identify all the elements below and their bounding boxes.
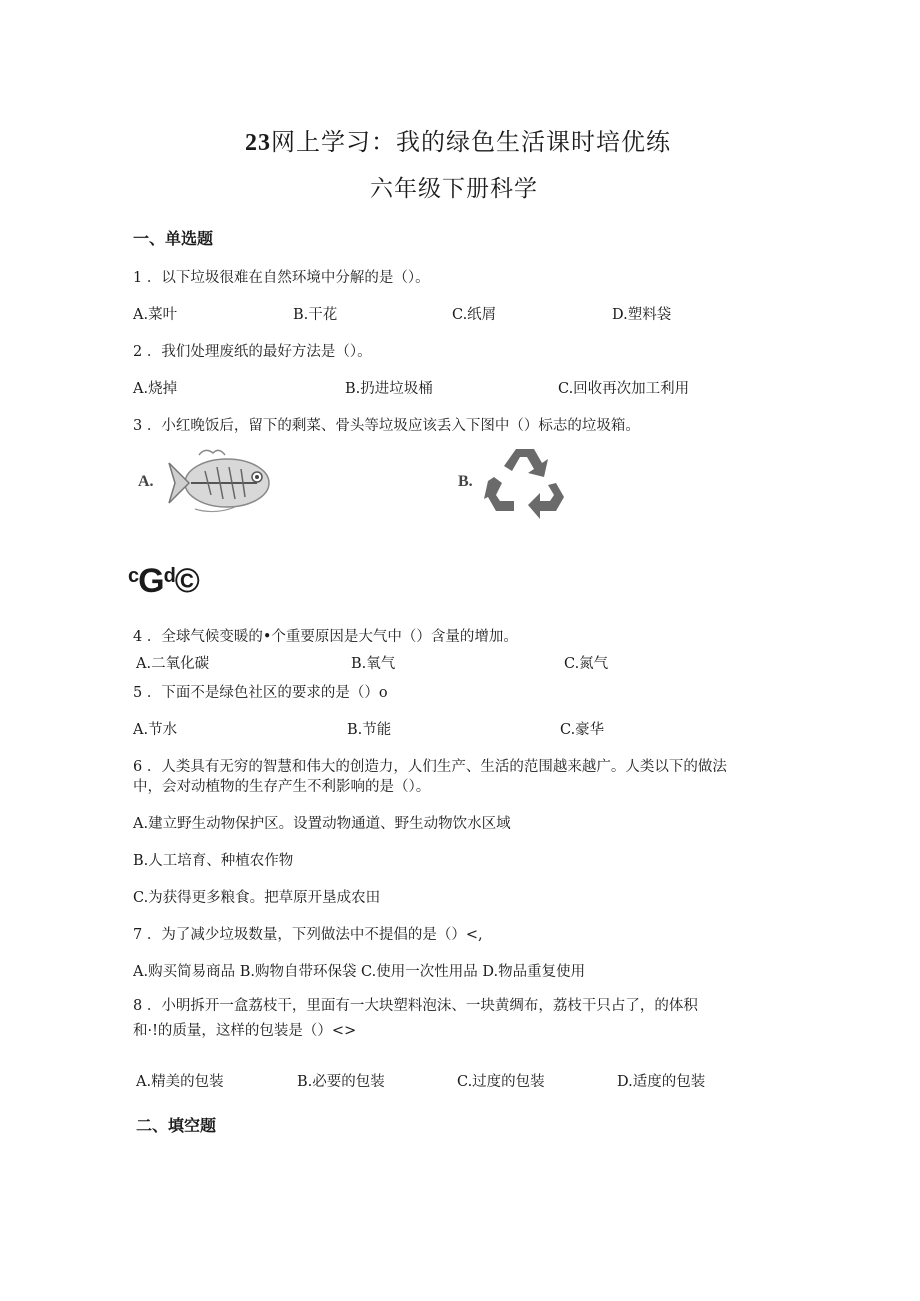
garbled-circle: © — [174, 562, 199, 600]
question-6-line-2: 中，会对动植物的生存产生不利影响的是（）。 — [133, 779, 431, 795]
question-6-line-1: 6 ．人类具有无穷的智慧和伟大的创造力，人们生产、生活的范围越来越广。人类以下的做法 — [133, 759, 727, 775]
title-text: 网上学习：我的绿色生活课时培优练 — [271, 128, 671, 156]
q8-option-a: A.精美的包装 — [136, 1074, 224, 1090]
image-a-label: A. — [138, 473, 154, 490]
q6-option-a: A.建立野生动物保护区。设置动物通道、野生动物饮水区域 — [133, 816, 511, 832]
recycle-icon — [484, 443, 568, 523]
section-heading-fill-blank: 二、填空题 — [136, 1116, 217, 1135]
question-3: 3 ．小红晚饭后，留下的剩菜、骨头等垃圾应该丢入下图中（）标志的垃圾箱。 — [133, 418, 640, 434]
section-heading-single-choice: 一、单选题 — [133, 229, 214, 248]
q5-option-b: B.节能 — [347, 722, 392, 738]
question-8-line-1: 8 ．小明拆开一盒荔枝干，里面有一大块塑料泡沫、一块黄绸布，荔枝干只占了，的体积 — [133, 998, 698, 1014]
question-4: 4 ．全球气候变暖的•个重要原因是大气中（）含量的增加。 — [133, 629, 518, 645]
page-title — [245, 122, 671, 157]
q1-option-a: A.菜叶 — [133, 307, 178, 323]
q4-option-c: C.氮气 — [564, 656, 609, 672]
q4-option-a: A.二氧化碳 — [136, 656, 210, 672]
title-number: 23 — [245, 130, 271, 156]
question-2: 2 ．我们处理废纸的最好方法是（）。 — [133, 344, 372, 360]
q8-option-b: B.必要的包装 — [297, 1074, 385, 1090]
garbled-d: d — [163, 565, 175, 587]
q2-option-b: B.扔进垃圾桶 — [345, 381, 433, 397]
question-1: 1 ．以下垃圾很难在自然环境中分解的是（）。 — [133, 270, 430, 286]
question-8-line-2: 和·!的质量，这样的包装是（）<> — [133, 1023, 357, 1039]
garbled-options-cd — [128, 562, 199, 601]
q5-option-a: A.节水 — [133, 722, 178, 738]
garbled-g: G — [138, 562, 164, 600]
q1-option-c: C.纸屑 — [452, 307, 497, 323]
q2-option-c: C.回收再次加工利用 — [558, 381, 690, 397]
q1-option-d: D.塑料袋 — [612, 307, 672, 323]
question-5: 5 ．下面不是绿色社区的要求的是（）o — [133, 685, 388, 701]
q2-option-a: A.烧掉 — [133, 381, 178, 397]
garbled-c: c — [128, 565, 139, 587]
q8-option-d: D.适度的包装 — [617, 1074, 706, 1090]
q8-option-c: C.过度的包装 — [457, 1074, 545, 1090]
image-b-label: B. — [458, 473, 473, 490]
q1-option-b: B.干花 — [293, 307, 338, 323]
q4-option-b: B.氧气 — [351, 656, 396, 672]
q5-option-c: C.豪华 — [560, 722, 605, 738]
q6-option-c: C.为获得更多粮食。把草原开垦成农田 — [133, 890, 381, 906]
question-7: 7 ．为了减少垃圾数量，下列做法中不提倡的是（）<, — [133, 927, 483, 943]
q7-options: A.购买简易商品 B.购物自带环保袋 C.使用一次性用品 D.物品重复使用 — [133, 964, 586, 980]
fish-bone-icon — [165, 445, 275, 515]
page-subtitle: 六年级下册科学 — [370, 176, 538, 202]
q6-option-b: B.人工培育、种植农作物 — [133, 853, 294, 869]
